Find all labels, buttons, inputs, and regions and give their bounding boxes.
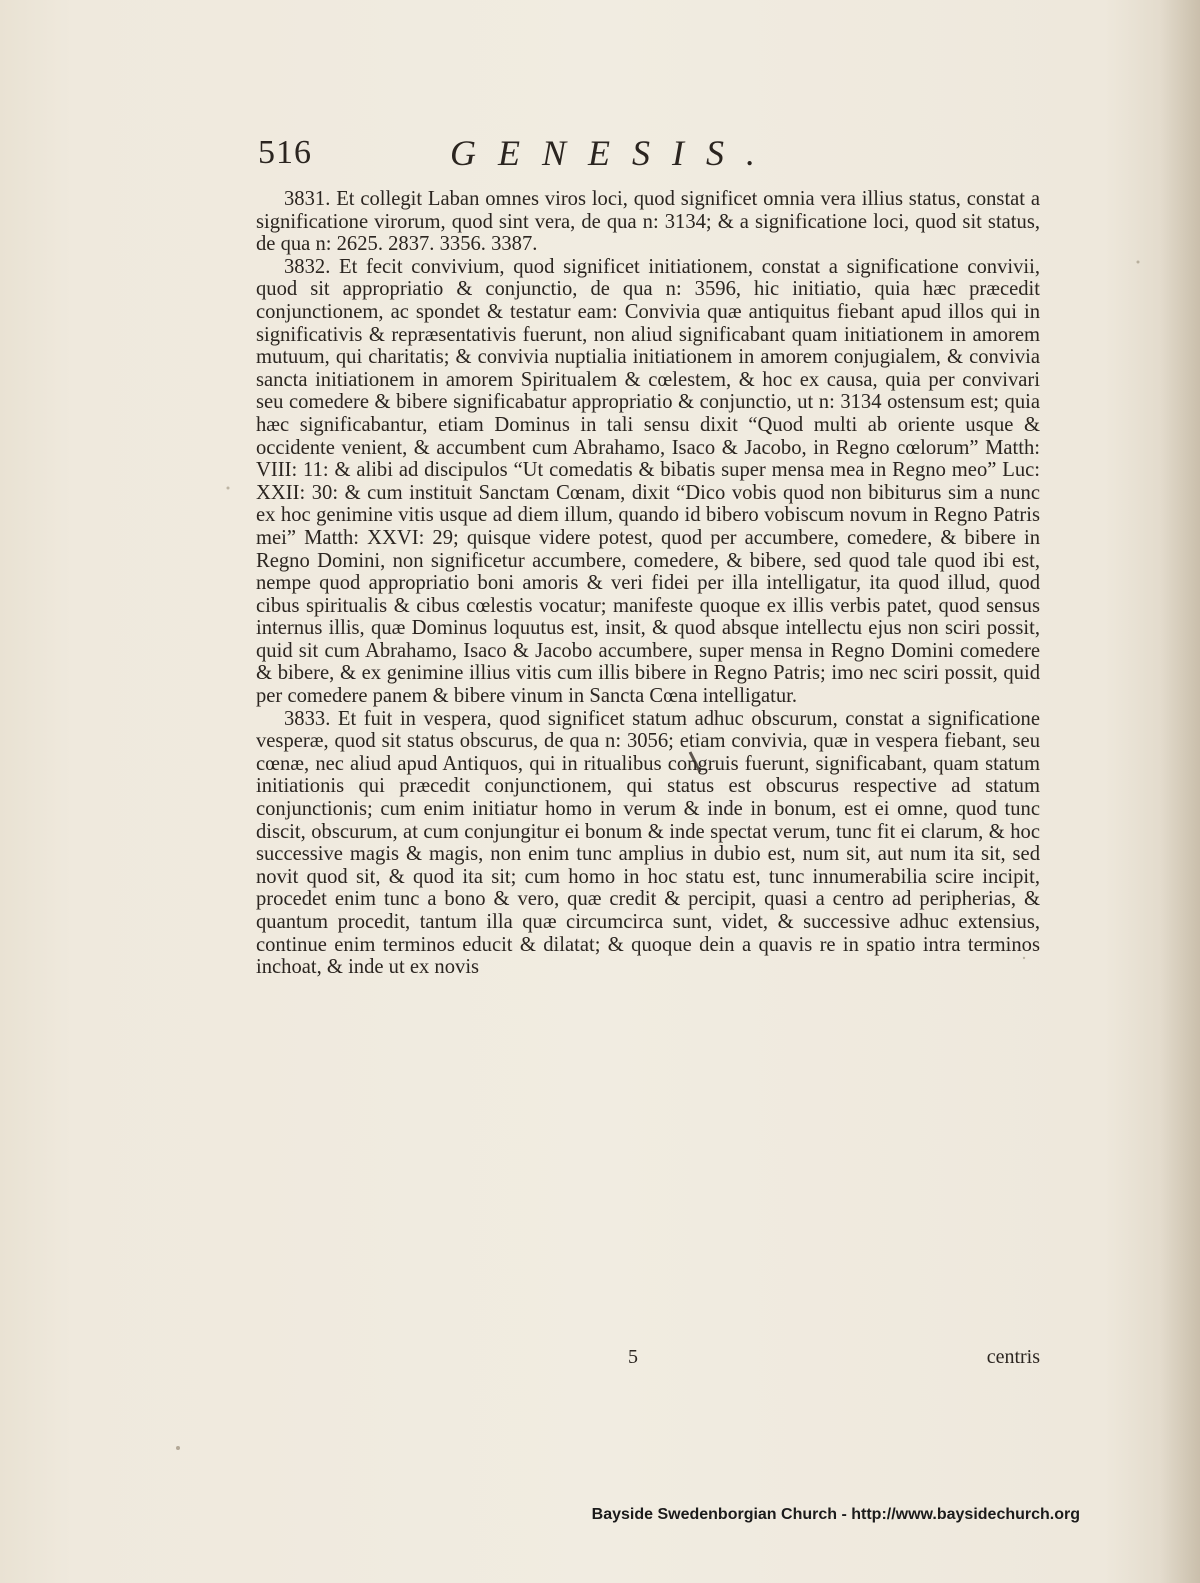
source-watermark: Bayside Swedenborgian Church - http://www.baysidechurch.org [591, 1506, 1080, 1523]
catchword: centris [986, 1346, 1040, 1368]
page-footer [256, 1346, 1040, 1376]
paragraph-number: 3833. [284, 707, 331, 730]
paragraph-number: 3831. [284, 188, 331, 210]
paragraph-number: 3832. [284, 255, 331, 278]
running-title: GENESIS. [450, 133, 777, 173]
paragraph-text: Et collegit Laban omnes viros loci, quod significet omnia vera illius status, constat a significatione virorum, quod sint vera, de qua n: 3134; & a significatione loci, quod sit status, de qua n: 2625. 2837. 3356. 3387. [256, 188, 1040, 256]
signature-mark: 5 [628, 1346, 638, 1368]
paragraph-text: Et fuit in vespera, quod significet statum adhuc obscurum, constat a significatione vesperæ, quod sit status obscurus, de qua n: 3056; etiam convivia, quæ in vespera fiebant, seu cœnæ, nec aliud apud Antiquos, qui in ritualibus congruis fuerunt, significabant, quam statum initiationis qui præcedit conjunctionem, qui status est obscurus respective ad statum conjunctionis; cum enim initiatur homo in verum & inde in bonum, est ei omne, quod tunc discit, obscurum, at cum conjungitur ei bonum & inde spectat verum, tunc fit ei clarum, & hoc successive magis & magis, non enim tunc amplius in dubio est, num sit, aut num ita sit, sed novit quod sit, & quod ita sit; cum homo in hoc statu est, tunc innumerabilia scire incipit, procedet enim tunc a bono & vero, quæ credit & percipit, quasi a centro ad peripherias, & quantum procedit, tantum illa quæ circumcirca sunt, videt, & successive adhuc extensius, continue enim terminos educit & dilatat; & quoque dein a quavis re in spatio intra terminos inchoat, & inde ut ex novis [256, 707, 1040, 979]
page-header [258, 128, 1038, 178]
paragraph-3832 [256, 256, 1040, 708]
page-number: 516 [258, 134, 312, 171]
body-text [256, 188, 1040, 979]
paragraph-text: Et fecit convivium, quod significet initiationem, constat a significatione convivii, quod sit appropriatio & conjunctio, de qua n: 3596, hic initiatio, quia hæc præcedit conjunctionem, ac spondet & testatur eam: Convivia quæ antiquitus fiebant apud illos qui in significativis & repræsentativis fuerunt, non aliud significabant quam initiationem in amorem mutuum, qui charitatis; & convivia nuptialia initiationem in amorem conjugialem, & convivia sancta initiationem in amorem Spiritualem & cœlestem, & hoc ex causa, quia per convivari seu comedere & bibere significabatur appropriatio & conjunctio, ut n: 3134 ostensum est; quia hæc significabantur, etiam Dominus in tali sensu dixit “Quod multi ab oriente usque & occidente venient, & accumbent cum Abrahamo, Isaco & Jacobo, in Regno cœlorum” Matth: VIII: 11: & alibi ad discipulos “Ut comedatis & bibatis super mensa mea in Regno meo” Luc: XXII: 30: & cum instituit Sanctam Cœnam, dixit “Dico vobis quod non bibiturus sim a nunc ex hoc genimine vitis usque ad diem illum, quando id bibero vobiscum novum in Regno Patris mei” Matth: XXVI: 29; quisque videre potest, quod per accumbere, comedere, & bibere in Regno Domini, non significetur accumbere, comedere, & bibere, sed quod tale quod ibi est, nempe quod appropriatio boni amoris & veri fidei per illa intelligatur, ita quod illud, quod cibus spiritualis & cibus cœlestis vocatur; manifeste quoque ex illis verbis patet, quod sensus internus illis, quæ Dominus loquutus est, insit, & quod absque intellectu ejus non sciri possit, quid sit cum Abrahamo, Isaco & Jacobo accumbere, super mensa in Regno Domini comedere & bibere, & ex genimine illius vitis cum illis bibere in Regno Patris; imo nec sciri possit, quid per comedere panem & bibere vinum in Sancta Cœna intelligatur. [256, 255, 1040, 708]
paragraph-3833 [256, 708, 1040, 979]
paragraph-3831 [256, 188, 1040, 256]
